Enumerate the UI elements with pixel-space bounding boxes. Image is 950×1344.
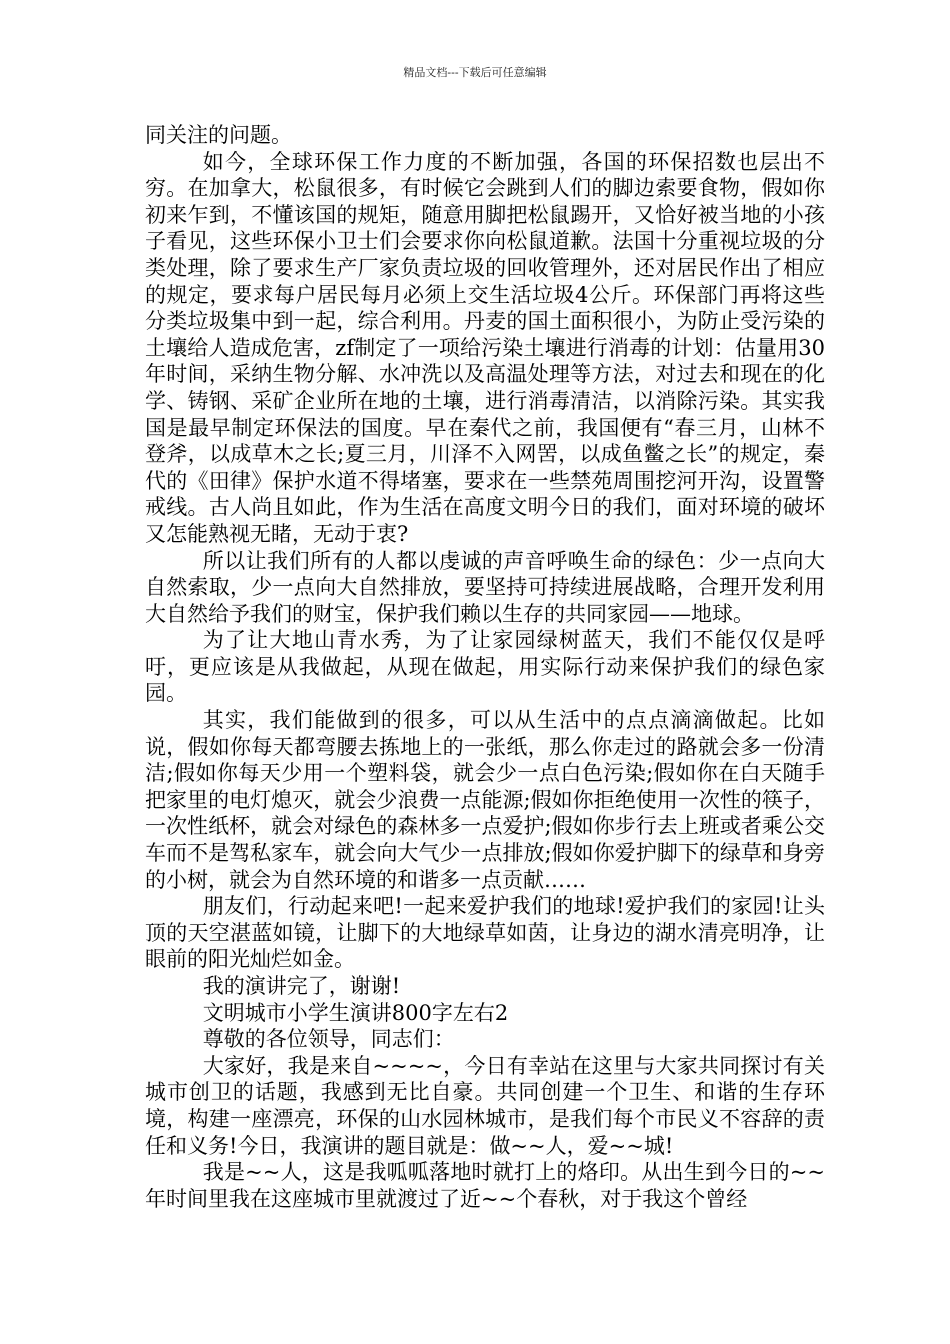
section-title: 文明城市小学生演讲800字左右2	[202, 1000, 509, 1025]
closing-line: 我的演讲完了，谢谢!	[202, 974, 401, 998]
paragraph-8: 我是~~人，这是我呱呱落地时就打上的烙印。从出生到今日的~~年时间里我在这座城市里就渡过了近~~个春秋，对于我这个曾经	[145, 1160, 825, 1211]
page-header: 精品文档---下载后可任意编辑	[403, 66, 547, 79]
paragraph-2: 如今，全球环保工作力度的不断加强，各国的环保招数也层出不穷。在加拿大，松鼠很多，有时候它会跳到人们的脚边索要食物，假如你初来乍到，不懂该国的规矩，随意用脚把松鼠踢开，又恰好被当地的小孩子看见，这些环保小卫士们会要求你向松鼠道歉。法国十分重视垃圾的分类处理，除了要求生产厂家负责垃圾的回收管理外，还对居民作出了相应的规定，要求每户居民每月必须上交生活垃圾4公斤。环保部门再将这些分类垃圾集中到一起，综合利用。丹麦的国土面积很小，为防止受污染的土壤给人造成危害，zf制定了一项给污染土壤进行消毒的计划：估量用30年时间，采纳生物分解、水冲洗以及高温处理等方法，对过去和现在的化学、铸钢、采矿企业所在地的土壤，进行消毒清洁，以消除污染。其实我国是最早制定环保法的国度。早在秦代之前，我国便有“春三月，山林不登斧，以成草木之长;夏三月，川泽不入网罟，以成鱼鳖之长”的规定，秦代的《田律》保护水道不得堵塞，要求在一些禁苑周围挖河开沟，设置警戒线。古人尚且如此，作为生活在高度文明今日的我们，面对环境的破坏又怎能熟视无睹，无动于衷?	[145, 149, 825, 546]
paragraph-6: 朋友们，行动起来吧!一起来爱护我们的地球!爱护我们的家园!让头顶的天空湛蓝如镜，让脚下的大地绿草如茵，让身边的湖水清亮明净，让眼前的阳光灿烂如金。	[145, 894, 825, 972]
paragraph-7: 大家好，我是来自~~~~，今日有幸站在这里与大家共同探讨有关城市创卫的话题，我感到无比自豪。共同创建一个卫生、和谐的生存环境，构建一座漂亮，环保的山水园林城市，是我们每个市民义不容辞的责任和义务!今日，我演讲的题目就是：做~~人，爱~~城!	[145, 1053, 825, 1158]
paragraph-5: 其实，我们能做到的很多，可以从生活中的点点滴滴做起。比如说，假如你每天都弯腰去拣地上的一张纸，那么你走过的路就会多一份清洁;假如你每天少用一个塑料袋，就会少一点白色污染;假如你在白天随手把家里的电灯熄灭，就会少浪费一点能源;假如你拒绝使用一次性的筷子，一次性纸杯，就会对绿色的森林多一点爱护;假如你步行去上班或者乘公交车而不是驾私家车，就会向大气少一点排放;假如你爱护脚下的绿草和身旁的小树，就会为自然环境的和谐多一点贡献……	[145, 708, 825, 892]
salutation: 尊敬的各位领导，同志们：	[202, 1027, 455, 1052]
paragraph-1: 同关注的问题。	[145, 123, 292, 147]
document-body	[145, 122, 825, 1212]
paragraph-3: 所以让我们所有的人都以虔诚的声音呼唤生命的绿色：少一点向大自然索取，少一点向大自然排放，要坚持可持续进展战略，合理开发利用大自然给予我们的财宝，保护我们赖以生存的共同家园——地球。	[145, 548, 825, 626]
paragraph-4: 为了让大地山青水秀，为了让家园绿树蓝天，我们不能仅仅是呼吁，更应该是从我做起，从现在做起，用实际行动来保护我们的绿色家园。	[145, 628, 825, 706]
